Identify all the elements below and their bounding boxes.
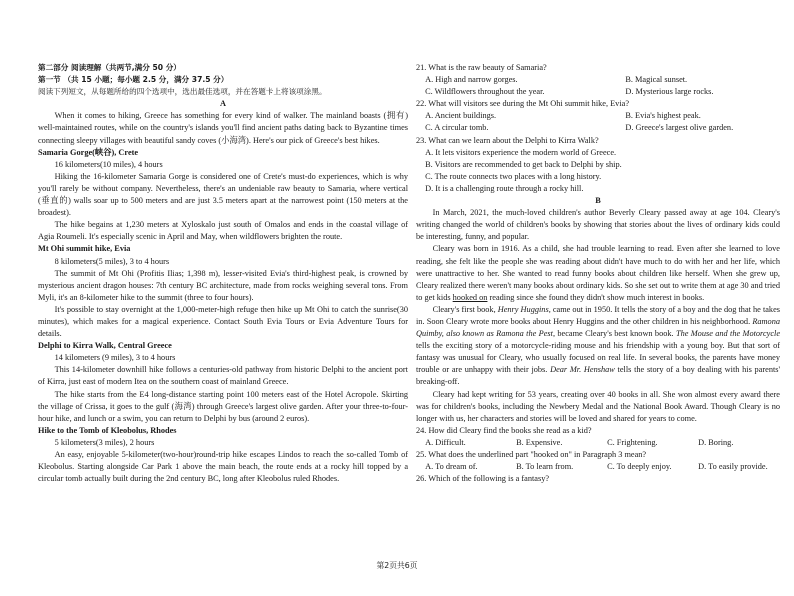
- left-column: [38, 62, 408, 485]
- question-stem: 25. What does the underlined part "hooked on" in Paragraph 3 mean?: [416, 450, 647, 459]
- option: B. Evia's highest peak.: [625, 111, 701, 121]
- option: A. Ancient buildings.: [425, 111, 497, 121]
- option: C. To deeply enjoy.: [607, 462, 672, 472]
- passage-b-label: B: [595, 196, 601, 206]
- question-options: [416, 437, 780, 449]
- hike-title: Samaria Gorge(峡谷), Crete: [38, 147, 139, 157]
- text-run: Cleary's first book,: [432, 304, 498, 314]
- option: D. Boring.: [698, 437, 734, 447]
- option: D. Greece's largest olive garden.: [625, 123, 734, 133]
- right-column: [416, 62, 780, 485]
- option: B. Magical sunset.: [625, 75, 688, 85]
- question-stem: 21. What is the raw beauty of Samaria?: [416, 63, 547, 72]
- text-run: tells the exciting story of a motorcycle-riding mouse and his friendship with a young boy. But that sort of fantasy was unusual for Cleary, who usually focused on real life. In several books, the parents have money trouble or are unhappy with their jobs.: [416, 341, 780, 375]
- hike-stats: 8 kilometers(5 miles), 3 to 4 hours: [54, 256, 170, 266]
- passage-b-paragraph: Cleary had kept writing for 53 years, creating over 40 books in all. She won almost every award there was for children's books, including the Newbery Medal and the National Book Award. Though Cleary is no longer with us, her characters and stories will be loved and shared for years to come.: [416, 389, 780, 423]
- text-run: , became Cleary's best known book.: [552, 329, 676, 339]
- option: D. Mysterious large rocks.: [625, 87, 714, 97]
- hike-title: Mt Ohi summit hike, Evia: [38, 244, 131, 254]
- option: B. To learn from.: [516, 462, 574, 472]
- option: D. To easily provide.: [698, 462, 768, 472]
- option: B. Expensive.: [516, 437, 563, 447]
- hike-stats: 16 kilometers(10 miles), 4 hours: [54, 159, 163, 169]
- option: A. Difficult.: [425, 437, 466, 447]
- hike-title: Delphi to Kirra Walk, Central Greece: [38, 341, 172, 351]
- underlined-phrase: hooked on: [452, 292, 488, 302]
- text-run: reading since she found they didn't show much interest in books.: [487, 292, 705, 302]
- passage-b-paragraph: [416, 243, 780, 303]
- hike-stats: 14 kilometers (9 miles), 3 to 4 hours: [54, 353, 176, 363]
- book-title: Dear Mr. Henshaw: [550, 365, 615, 375]
- book-title: The Mouse and the Motorcycle: [675, 329, 781, 339]
- option: C. Frightening.: [607, 437, 658, 447]
- hike-title: Hike to the Tomb of Kleobolus, Rhodes: [38, 425, 177, 435]
- question-options: [416, 110, 780, 134]
- hike-stats: 5 kilometers(3 miles), 2 hours: [54, 437, 155, 447]
- hike-paragraph: The summit of Mt Ohi (Profitis Ilias; 1,398 m), lesser-visited Evia's third-highest peak, is crowned by mysterious ancient dragon houses: 7th century BC architecture, made from rocks weighing several tons. From Myli, it's an 8-kilometer hike to the summit (three to four hours).: [38, 268, 408, 302]
- section-heading: 第一节 （共 15 小题；每小题 2.5 分，满分 37.5 分）: [38, 75, 229, 85]
- hike-paragraph: It's possible to stay overnight at the 1,000-meter-high refuge then hike up Mt Ohi to catch the sunrise(30 minutes), which makes for a magical experience. Contact South Evia Tours or Evia Adventure Tours for details.: [38, 304, 408, 339]
- part-heading: 第二部分 阅读理解（共两节,满分 50 分）: [38, 63, 181, 72]
- option: A. High and narrow gorges.: [425, 75, 518, 85]
- hike-paragraph: The hike begains at 1,230 meters at Xyloskalo just south of Omalos and ends in the coastal village of Agia Roumeli. It's especially scenic in April and May, when wildflowers brighten the route.: [38, 220, 408, 242]
- option: A. It lets visitors experience the modern world of Greece.: [425, 147, 617, 157]
- question-options: [416, 147, 780, 195]
- question-stem: 23. What can we learn about the Delphi to Kirra Walk?: [416, 135, 599, 145]
- instruction-text: 阅读下列短文，从每题所给的四个选项中，选出最佳选项，并在答题卡上将该项涂黑。: [38, 87, 327, 97]
- option: A. To dream of.: [425, 462, 478, 472]
- question-stem: 24. How did Cleary find the books she read as a kid?: [416, 425, 592, 435]
- option: D. It is a challenging route through a rocky hill.: [425, 183, 584, 193]
- option: C. The route connects two places with a long history.: [425, 171, 602, 181]
- hike-paragraph: This 14-kilometer downhill hike follows a centuries-old pathway from historic Delphi to the ancient port of Kirra, just east of modern Itea on the southern coast of mainland Greece.: [38, 365, 408, 387]
- hike-paragraph: An easy, enjoyable 5-kilometer(two-hour)round-trip hike escapes Lindos to reach the so-called Tomb of Kleobolus. Starting alongside Car Park 1 above the main beach, the route ends at a rocky hill topped by a circular tomb actually built during the 2nd century BC, long after Kleobolus ruled Rhodes.: [38, 450, 408, 484]
- question-stem: 22. What will visitors see during the Mt Ohi summit hike, Evia?: [416, 99, 630, 109]
- hike-paragraph: The hike starts from the E4 long-distance starting point 100 meters east of the Hotel Acropole. Skirting the village of Crissa, it goes to the gulf (海湾) through Greece's largest olive garden. After your three-to-four-hour hike, and lunch or a swim, you can return to Delphi by bus (around 2 euros).: [38, 389, 408, 423]
- book-title: Ramona Quimby, also known as Ramona the Pest: [416, 316, 780, 339]
- book-title: Henry Huggins: [497, 304, 549, 314]
- question-options: [416, 74, 780, 98]
- option: C. Wildflowers throughout the year.: [425, 87, 545, 97]
- passage-a-label: A: [220, 99, 226, 109]
- passage-a-intro: When it comes to hiking, Greece has something for every kind of walker. The mainland boasts (拥有) well-maintained routes, while on the country's islands you'll find ancient paths dating back to Byzantine times connecting sleepy villages with beautiful sandy coves (小海湾). Here's our pick of Greece's best hikes.: [38, 111, 408, 145]
- page-number: 第2页共6页: [376, 561, 418, 570]
- text-run: , came out in 1950. It tells the story of a boy and the dog that he takes in. Soon Cleary wrote more books about Henry Huggins and the other children in his neighborhood.: [416, 304, 780, 326]
- text-run: Cleary was born in 1916. As a child, she had trouble learning to read. Even after she learned to love reading, she felt like the people she was reading about didn't have much to do with her and her life, which were unattractive to her. She wanted to read funny books about children like herself. When she grew up, Cleary realized there weren't many books about ordinary kids. So she set out to write them at age 30 and tried to get kids: [416, 244, 780, 302]
- option: B. Visitors are recommended to get back to Delphi by ship.: [425, 159, 622, 169]
- text-run: tells the story of a boy dealing with his parents' breaking-off.: [416, 365, 780, 387]
- question-stem: 26. Which of the following is a fantasy?: [416, 474, 550, 484]
- passage-b-paragraph: [416, 304, 780, 389]
- hike-paragraph: Hiking the 16-kilometer Samaria Gorge is considered one of Crete's must-do experiences, which is why you'll rarely be without company. Nevertheless, there's an undeniable raw beauty to Samaria, where vertical (垂直的) walls soar up to 500 meters and are just 3.5 meters apart at the narrowest point (150 meters at the broadest).: [38, 171, 408, 218]
- question-options: [416, 461, 780, 473]
- passage-b-paragraph: In March, 2021, the much-loved children's author Beverly Cleary passed away at age 104. Cleary's writing changed the world of children's books by showing that stories about the lives of ordinary kids could be interesting, funny, and popular.: [416, 208, 780, 242]
- option: C. A circular tomb.: [425, 123, 489, 133]
